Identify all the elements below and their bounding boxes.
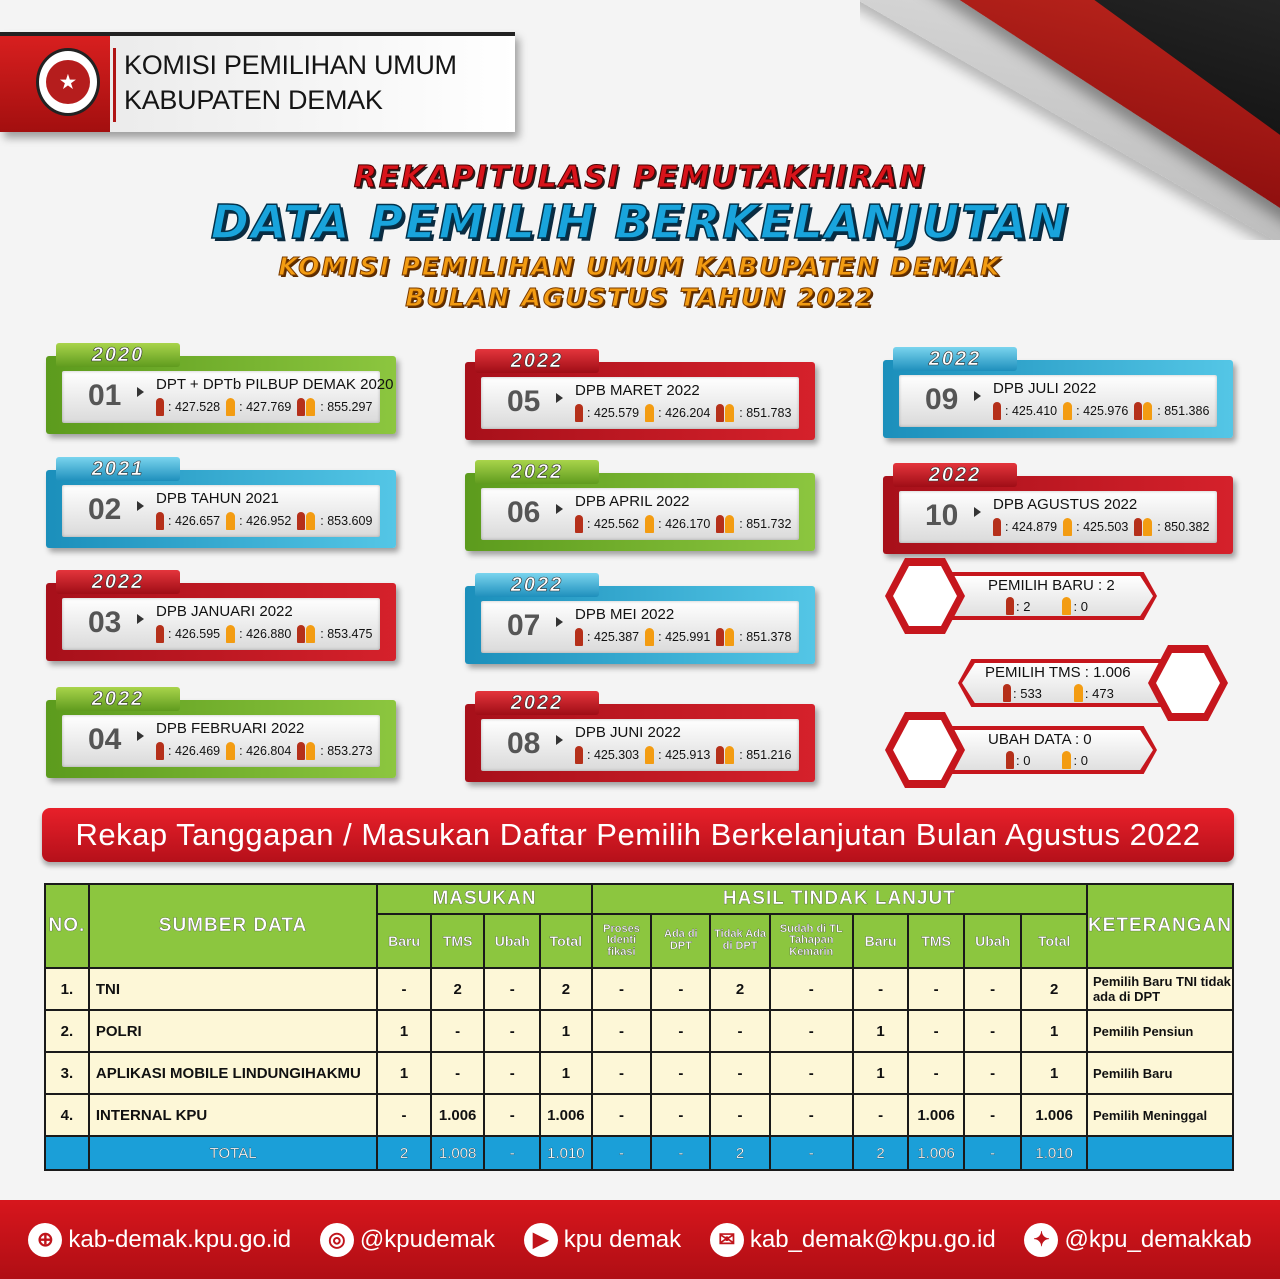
male-icon: [156, 742, 164, 760]
hasil-cell: -: [964, 968, 1022, 1010]
hasil-cell: 1.006: [908, 1094, 964, 1136]
kpu-logo: ★: [36, 48, 100, 116]
card-label: DPB FEBRUARI 2022: [156, 720, 305, 737]
dpb-card: [46, 571, 396, 661]
header-masukan-col: Total: [540, 914, 592, 968]
header-no: NO.: [45, 884, 89, 968]
masukan-cell: 2: [431, 968, 485, 1010]
row-source: TNI: [89, 968, 377, 1010]
hasil-cell: -: [710, 1010, 769, 1052]
card-year: 2021: [56, 457, 180, 481]
male-icon: [575, 515, 583, 533]
total-hasil-cell: 1.006: [908, 1136, 964, 1170]
total-voters-icon: [716, 628, 735, 646]
youtube-text: kpu demak: [563, 1225, 682, 1253]
masukan-cell: -: [484, 968, 540, 1010]
hasil-cell: -: [964, 1094, 1022, 1136]
header-masukan-col: Ubah: [484, 914, 540, 968]
card-body: [899, 375, 1217, 427]
change-values: [1006, 751, 1088, 769]
male-count: : 0: [1016, 752, 1031, 768]
male-icon: [993, 402, 1001, 420]
total-voters-icon: [716, 404, 735, 422]
arrow-right-icon: [137, 731, 144, 741]
male-count: : 425.410: [1005, 404, 1058, 418]
card-year: 2022: [893, 463, 1017, 487]
card-body: [899, 491, 1217, 543]
change-values: [1003, 684, 1114, 702]
card-year: 2022: [56, 570, 180, 594]
hasil-cell: -: [908, 1010, 964, 1052]
masukan-cell: 1: [377, 1010, 431, 1052]
card-body: [481, 488, 799, 540]
card-values: [575, 746, 791, 764]
total-count: : 851.783: [739, 406, 792, 420]
arrow-right-icon: [137, 387, 144, 397]
hasil-cell: -: [651, 968, 710, 1010]
card-year: 2022: [475, 349, 599, 373]
total-voters-icon: [297, 625, 316, 643]
card-label: DPT + DPTb PILBUP DEMAK 2020: [156, 376, 394, 393]
hasil-cell: 1: [853, 1010, 908, 1052]
male-icon: [1006, 751, 1014, 769]
hasil-cell: -: [651, 1052, 710, 1094]
total-count: : 853.475: [320, 627, 373, 641]
total-hasil-cell: -: [651, 1136, 710, 1170]
row-source: INTERNAL KPU: [89, 1094, 377, 1136]
card-values: [156, 512, 372, 530]
female-icon: [645, 628, 654, 646]
male-count: : 426.657: [168, 514, 221, 528]
card-number: 06: [507, 496, 541, 529]
card-year: 2022: [475, 573, 599, 597]
header-masukan-col: Baru: [377, 914, 431, 968]
female-count: : 426.952: [239, 514, 292, 528]
card-label: DPB JANUARI 2022: [156, 603, 293, 620]
card-body: [62, 485, 380, 537]
header-hasil-col: Baru: [853, 914, 908, 968]
total-count: : 853.273: [320, 744, 373, 758]
total-voters-icon: [297, 742, 316, 760]
title-komisi: KOMISI PEMILIHAN UMUM KABUPATEN DEMAK: [278, 252, 1002, 281]
change-summary: [885, 566, 1155, 626]
card-body: [481, 377, 799, 429]
hasil-cell: -: [651, 1094, 710, 1136]
card-label: DPB MARET 2022: [575, 382, 700, 399]
card-values: [156, 398, 372, 416]
instagram-icon: ◎: [320, 1223, 354, 1257]
card-body: [62, 598, 380, 650]
female-count: : 425.503: [1076, 520, 1129, 534]
male-icon: [156, 512, 164, 530]
row-no: 2.: [45, 1010, 89, 1052]
total-count: : 855.297: [320, 400, 373, 414]
male-count: : 425.387: [587, 630, 640, 644]
header-keterangan: KETERANGAN: [1087, 884, 1233, 968]
card-label: DPB AGUSTUS 2022: [993, 496, 1138, 513]
table-row: [45, 968, 1233, 1010]
change-values: [1006, 597, 1088, 615]
hasil-cell: -: [770, 1094, 853, 1136]
masukan-cell: -: [484, 1010, 540, 1052]
male-count: : 425.579: [587, 406, 640, 420]
male-count: : 425.303: [587, 748, 640, 762]
header-hasil-col: Proses Identi fikasi: [592, 914, 652, 968]
row-no: 4.: [45, 1094, 89, 1136]
org-region: KABUPATEN DEMAK: [124, 85, 383, 115]
hasil-cell: 1: [1021, 1052, 1087, 1094]
twitter-icon: ✦: [1024, 1223, 1058, 1257]
total-masukan-cell: 1.008: [431, 1136, 485, 1170]
change-title: PEMILIH TMS : 1.006: [985, 664, 1131, 681]
female-icon: [645, 404, 654, 422]
total-voters-icon: [297, 512, 316, 530]
card-year: 2020: [56, 343, 180, 367]
total-masukan-cell: -: [484, 1136, 540, 1170]
dpb-card: [883, 348, 1233, 438]
male-count: : 424.879: [1005, 520, 1058, 534]
female-count: : 426.204: [658, 406, 711, 420]
total-hasil-cell: -: [592, 1136, 652, 1170]
change-summary: [958, 653, 1228, 713]
header-hasil-col: Sudah di TL Tahapan Kemarin: [770, 914, 853, 968]
masukan-cell: 1.006: [431, 1094, 485, 1136]
female-count: : 425.913: [658, 748, 711, 762]
card-year: 2022: [475, 691, 599, 715]
total-masukan-cell: 2: [377, 1136, 431, 1170]
arrow-right-icon: [137, 614, 144, 624]
org-name: KOMISI PEMILIHAN UMUM: [124, 50, 457, 80]
globe-icon: ⊕: [28, 1223, 62, 1257]
masukan-cell: -: [377, 1094, 431, 1136]
female-count: : 0: [1073, 752, 1088, 768]
hasil-cell: 2: [710, 968, 769, 1010]
hasil-cell: -: [908, 1052, 964, 1094]
hasil-cell: -: [964, 1010, 1022, 1052]
dpb-card: [465, 692, 815, 782]
card-values: [993, 518, 1209, 536]
hasil-cell: -: [770, 1052, 853, 1094]
female-count: : 0: [1073, 598, 1088, 614]
header-banner: [0, 32, 515, 132]
total-hasil-cell: 2: [853, 1136, 908, 1170]
hasil-cell: -: [853, 968, 908, 1010]
male-count: : 425.562: [587, 517, 640, 531]
female-icon: [226, 398, 235, 416]
female-icon: [1074, 684, 1083, 702]
card-number: 03: [88, 606, 122, 639]
instagram-link[interactable]: [320, 1223, 495, 1257]
card-year: 2022: [56, 687, 180, 711]
card-label: DPB JULI 2022: [993, 380, 1097, 397]
title-rekapitulasi: REKAPITULASI PEMUTAKHIRAN: [353, 160, 927, 195]
hasil-cell: -: [592, 1094, 652, 1136]
header-hasil: HASIL TINDAK LANJUT: [592, 884, 1087, 914]
card-label: DPB JUNI 2022: [575, 724, 681, 741]
masukan-cell: 1: [377, 1052, 431, 1094]
female-icon: [1063, 518, 1072, 536]
hasil-cell: -: [592, 1010, 652, 1052]
email-text: kab_demak@kpu.go.id: [749, 1225, 996, 1253]
table-row: [45, 1094, 1233, 1136]
female-icon: [226, 625, 235, 643]
arrow-right-icon: [974, 391, 981, 401]
instagram-text: @kpudemak: [359, 1225, 495, 1253]
total-hasil-cell: -: [770, 1136, 853, 1170]
male-count: : 426.595: [168, 627, 221, 641]
male-icon: [993, 518, 1001, 536]
header-hasil-col: TMS: [908, 914, 964, 968]
dpb-card: [46, 344, 396, 434]
male-count: : 427.528: [168, 400, 221, 414]
female-icon: [226, 742, 235, 760]
dpb-card: [883, 464, 1233, 554]
female-icon: [1063, 402, 1072, 420]
total-row: [45, 1136, 1233, 1170]
card-label: DPB TAHUN 2021: [156, 490, 279, 507]
header-hasil-col: Ada di DPT: [651, 914, 710, 968]
hasil-cell: 2: [1021, 968, 1087, 1010]
youtube-link[interactable]: [524, 1223, 681, 1257]
total-voters-icon: [716, 746, 735, 764]
dpb-card: [465, 350, 815, 440]
female-count: : 426.880: [239, 627, 292, 641]
hasil-cell: -: [592, 1052, 652, 1094]
card-number: 05: [507, 385, 541, 418]
title-period: BULAN AGUSTUS TAHUN 2022: [405, 283, 875, 312]
mail-icon: ✉: [710, 1223, 744, 1257]
row-keterangan: Pemilih Pensiun: [1087, 1010, 1233, 1052]
total-hasil-cell: -: [964, 1136, 1022, 1170]
row-no: 3.: [45, 1052, 89, 1094]
card-number: 09: [925, 383, 959, 416]
arrow-right-icon: [556, 735, 563, 745]
header-sumber-data: SUMBER DATA: [89, 884, 377, 968]
total-voters-icon: [716, 515, 735, 533]
male-icon: [575, 404, 583, 422]
male-count: : 2: [1016, 598, 1031, 614]
footer-contacts: [0, 1200, 1280, 1279]
youtube-icon: ▶: [524, 1223, 558, 1257]
twitter-link[interactable]: [1024, 1223, 1251, 1257]
total-count: : 851.386: [1157, 404, 1210, 418]
total-voters-icon: [1134, 518, 1153, 536]
card-year: 2022: [475, 460, 599, 484]
male-icon: [1006, 597, 1014, 615]
female-count: : 427.769: [239, 400, 292, 414]
male-icon: [575, 628, 583, 646]
card-values: [575, 404, 791, 422]
card-number: 07: [507, 609, 541, 642]
female-icon: [1062, 751, 1071, 769]
total-count: : 851.378: [739, 630, 792, 644]
dpb-card: [46, 458, 396, 548]
header-divider: [113, 48, 116, 122]
hasil-cell: 1: [853, 1052, 908, 1094]
header-hasil-col: Ubah: [964, 914, 1022, 968]
hasil-cell: 1.006: [1021, 1094, 1087, 1136]
total-count: : 851.732: [739, 517, 792, 531]
hasil-cell: -: [770, 968, 853, 1010]
total-masukan-cell: 1.010: [540, 1136, 592, 1170]
card-values: [156, 742, 372, 760]
total-voters-icon: [297, 398, 316, 416]
masukan-cell: 1: [540, 1052, 592, 1094]
total-voters-icon: [1134, 402, 1153, 420]
card-number: 10: [925, 499, 959, 532]
header-hasil-col: Total: [1021, 914, 1087, 968]
arrow-right-icon: [556, 393, 563, 403]
card-number: 08: [507, 727, 541, 760]
change-title: PEMILIH BARU : 2: [988, 577, 1115, 594]
total-hasil-cell: 1.010: [1021, 1136, 1087, 1170]
title-data-pemilih: DATA PEMILIH BERKELANJUTAN: [210, 195, 1070, 249]
female-icon: [645, 746, 654, 764]
website-text: kab-demak.kpu.go.id: [68, 1225, 292, 1253]
change-summary: [885, 720, 1155, 780]
row-no: 1.: [45, 968, 89, 1010]
total-label: TOTAL: [89, 1136, 377, 1170]
masukan-cell: -: [431, 1010, 485, 1052]
male-count: : 426.469: [168, 744, 221, 758]
male-icon: [156, 398, 164, 416]
masukan-cell: 2: [540, 968, 592, 1010]
change-title: UBAH DATA : 0: [988, 731, 1092, 748]
card-values: [575, 628, 791, 646]
card-body: [481, 601, 799, 653]
total-count: : 851.216: [739, 748, 792, 762]
email-link[interactable]: [710, 1223, 996, 1257]
total-count: : 850.382: [1157, 520, 1210, 534]
arrow-right-icon: [974, 507, 981, 517]
row-keterangan: Pemilih Baru TNI tidak ada di DPT: [1087, 968, 1233, 1010]
female-count: : 425.991: [658, 630, 711, 644]
masukan-cell: -: [431, 1052, 485, 1094]
hasil-cell: -: [853, 1094, 908, 1136]
masukan-cell: -: [484, 1094, 540, 1136]
website-link[interactable]: [28, 1223, 291, 1257]
dpb-card: [46, 688, 396, 778]
table-row: [45, 1010, 1233, 1052]
hasil-cell: -: [592, 968, 652, 1010]
female-icon: [645, 515, 654, 533]
female-count: : 426.804: [239, 744, 292, 758]
hasil-cell: -: [964, 1052, 1022, 1094]
male-icon: [156, 625, 164, 643]
hasil-cell: -: [710, 1052, 769, 1094]
female-icon: [1062, 597, 1071, 615]
hasil-cell: -: [908, 968, 964, 1010]
male-icon: [1003, 684, 1011, 702]
female-count: : 473: [1084, 685, 1114, 701]
masukan-cell: -: [484, 1052, 540, 1094]
row-source: APLIKASI MOBILE LINDUNGIHAKMU: [89, 1052, 377, 1094]
card-values: [993, 402, 1209, 420]
card-number: 04: [88, 723, 122, 756]
hasil-cell: -: [651, 1010, 710, 1052]
arrow-right-icon: [556, 617, 563, 627]
hasil-cell: -: [770, 1010, 853, 1052]
rekap-banner: Rekap Tanggapan / Masukan Daftar Pemilih Berkelanjutan Bulan Agustus 2022: [42, 808, 1234, 862]
rekap-table: [44, 883, 1234, 1171]
male-count: : 533: [1013, 685, 1042, 701]
header-masukan: MASUKAN: [377, 884, 591, 914]
card-body: [62, 715, 380, 767]
twitter-text: @kpu_demakkab: [1064, 1225, 1252, 1253]
row-keterangan: Pemilih Meninggal: [1087, 1094, 1233, 1136]
row-source: POLRI: [89, 1010, 377, 1052]
arrow-right-icon: [556, 504, 563, 514]
card-number: 02: [88, 493, 122, 526]
female-icon: [226, 512, 235, 530]
row-keterangan: Pemilih Baru: [1087, 1052, 1233, 1094]
arrow-right-icon: [137, 501, 144, 511]
male-icon: [575, 746, 583, 764]
card-body: [481, 719, 799, 771]
header-hasil-col: Tidak Ada di DPT: [710, 914, 769, 968]
dpb-card: [465, 461, 815, 551]
header-masukan-col: TMS: [431, 914, 485, 968]
total-hasil-cell: 2: [710, 1136, 769, 1170]
card-values: [156, 625, 372, 643]
masukan-cell: 1.006: [540, 1094, 592, 1136]
masukan-cell: 1: [540, 1010, 592, 1052]
card-year: 2022: [893, 347, 1017, 371]
hasil-cell: -: [710, 1094, 769, 1136]
hasil-cell: 1: [1021, 1010, 1087, 1052]
female-count: : 426.170: [658, 517, 711, 531]
card-label: DPB MEI 2022: [575, 606, 675, 623]
card-label: DPB APRIL 2022: [575, 493, 690, 510]
dpb-card: [465, 574, 815, 664]
card-body: [62, 371, 394, 423]
female-count: : 425.976: [1076, 404, 1129, 418]
total-count: : 853.609: [320, 514, 373, 528]
card-number: 01: [88, 379, 122, 412]
card-values: [575, 515, 791, 533]
table-row: [45, 1052, 1233, 1094]
masukan-cell: -: [377, 968, 431, 1010]
